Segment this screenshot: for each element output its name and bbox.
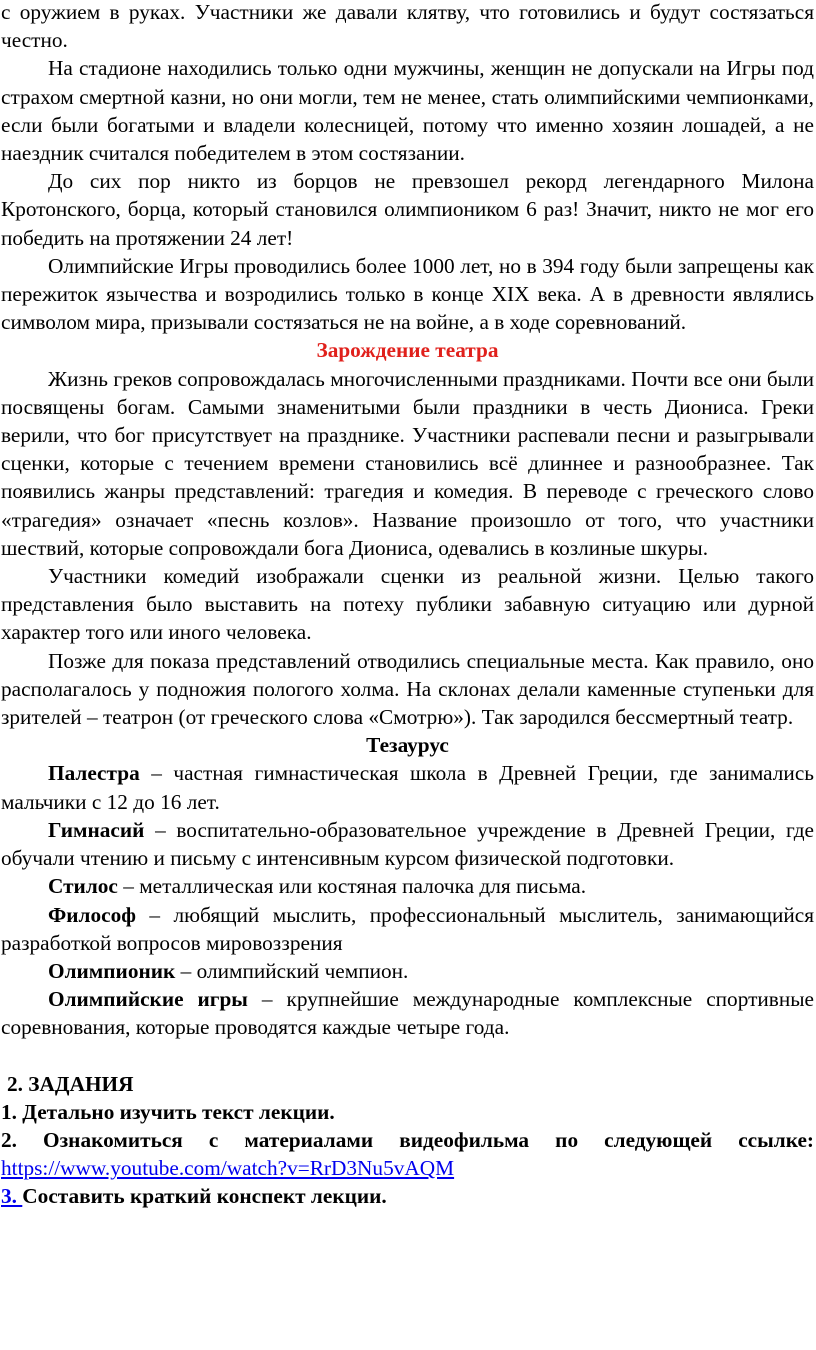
thesaurus-entry — [1, 957, 814, 985]
paragraph-milon: До сих пор никто из борцов не превзошел рекорд легендарного Милона Кротонского, борца, который становился олимпиоником 6 раз! Значит, никто не мог его победить на протяжении 24 лет! — [1, 169, 814, 250]
paragraph-oath: с оружием в руках. Участники же давали клятву, что готовились и будут состязаться честно. — [1, 0, 814, 53]
theatre-heading: Зарождение театра — [316, 338, 499, 363]
thesaurus-entry — [1, 901, 814, 957]
thesaurus-heading: Тезаурус — [366, 733, 449, 758]
thesaurus-term: Стилос — [48, 874, 118, 899]
task-3 — [1, 1182, 814, 1210]
thesaurus-entry — [1, 759, 814, 815]
paragraph-theatron: Позже для показа представлений отводились специальные места. Как правило, оно располагалось у подножия пологого холма. На склонах делали каменные ступеньки для зрителей – театрон (от греческого слова «Смотрю»). Так зародился бессмертный театр. — [1, 648, 814, 730]
paragraph-theatre-festivals: Жизнь греков сопровождалась многочисленными праздниками. Почти все они были посвящены богам. Самыми знаменитыми были праздники в честь Диониса. Греки верили, что бог присутствует на празднике. Участники распевали песни и разыгрывали сценки, которые с течением времени становились всё длиннее и разнообразнее. Так появились жанры представлений: трагедия и комедия. В переводе с греческого слово «трагедия» означает «песнь козлов». Название произошло от того, что участники шествий, которые сопровождали бога Диониса, одевались в козлиные шкуры. — [1, 366, 814, 560]
thesaurus-definition: – крупнейшие международные комплексные спортивные соревнования, которые проводятся каждые четыре года. — [1, 987, 814, 1040]
paragraph-comedy: Участники комедий изображали сценки из реальной жизни. Целью такого представления было выставить на потеху публики забавную ситуацию или дурной характер того или иного человека. — [1, 564, 814, 645]
thesaurus-definition: – металлическая или костяная палочка для письма. — [117, 874, 587, 899]
thesaurus-term: Гимнасий — [48, 817, 145, 842]
spacer — [1, 1042, 814, 1070]
thesaurus-definition: – олимпийский чемпион. — [175, 958, 409, 983]
thesaurus-term: Философ — [48, 902, 136, 927]
thesaurus-term: Олимпийские игры — [48, 987, 248, 1012]
paragraph-games-history: Олимпийские Игры проводились более 1000 лет, но в 394 году были запрещены как пережиток язычества и возродились только в конце XIX века. А в древности являлись символом мира, призывали состязаться не на войне, а в ходе соревнований. — [1, 253, 814, 335]
thesaurus-entry — [1, 985, 814, 1041]
task-2-link-line — [1, 1154, 814, 1182]
video-link[interactable]: https://www.youtube.com/watch?v=RrD3Nu5vAQM — [1, 1156, 455, 1181]
paragraph-stadium: На стадионе находились только одни мужчины, женщин не допускали на Игры под страхом смертной казни, но они могли, тем не менее, стать олимпийскими чемпионками, если были богатыми и владели колесницей, потому что именно хозяин лошадей, а не наездник считался победителем в этом состязании. — [1, 56, 814, 166]
tasks-heading: 2. ЗАДАНИЯ — [7, 1071, 134, 1096]
task-1: 1. Детально изучить текст лекции. — [1, 1099, 335, 1124]
thesaurus-definition: – воспитательно-образовательное учреждение в Древней Греции, где обучали чтению и письму с интенсивным курсом физической подготовки. — [1, 817, 814, 871]
thesaurus-term: Палестра — [48, 761, 140, 786]
thesaurus-definition: – частная гимнастическая школа в Древней Греции, где занимались мальчики с 12 до 16 лет. — [1, 761, 814, 814]
thesaurus-term: Олимпионик — [48, 958, 176, 983]
task-2: 2. Ознакомиться с материалами видеофильма по следующей ссылке: — [1, 1127, 814, 1152]
task-3-text: Составить краткий конспект лекции. — [22, 1184, 387, 1209]
thesaurus-definition: – любящий мыслить, профессиональный мыслитель, занимающийся разработкой вопросов мировоззрения — [1, 902, 814, 955]
thesaurus-entry — [1, 872, 814, 900]
thesaurus-entry — [1, 816, 814, 872]
task-3-number: 3. — [1, 1184, 23, 1209]
